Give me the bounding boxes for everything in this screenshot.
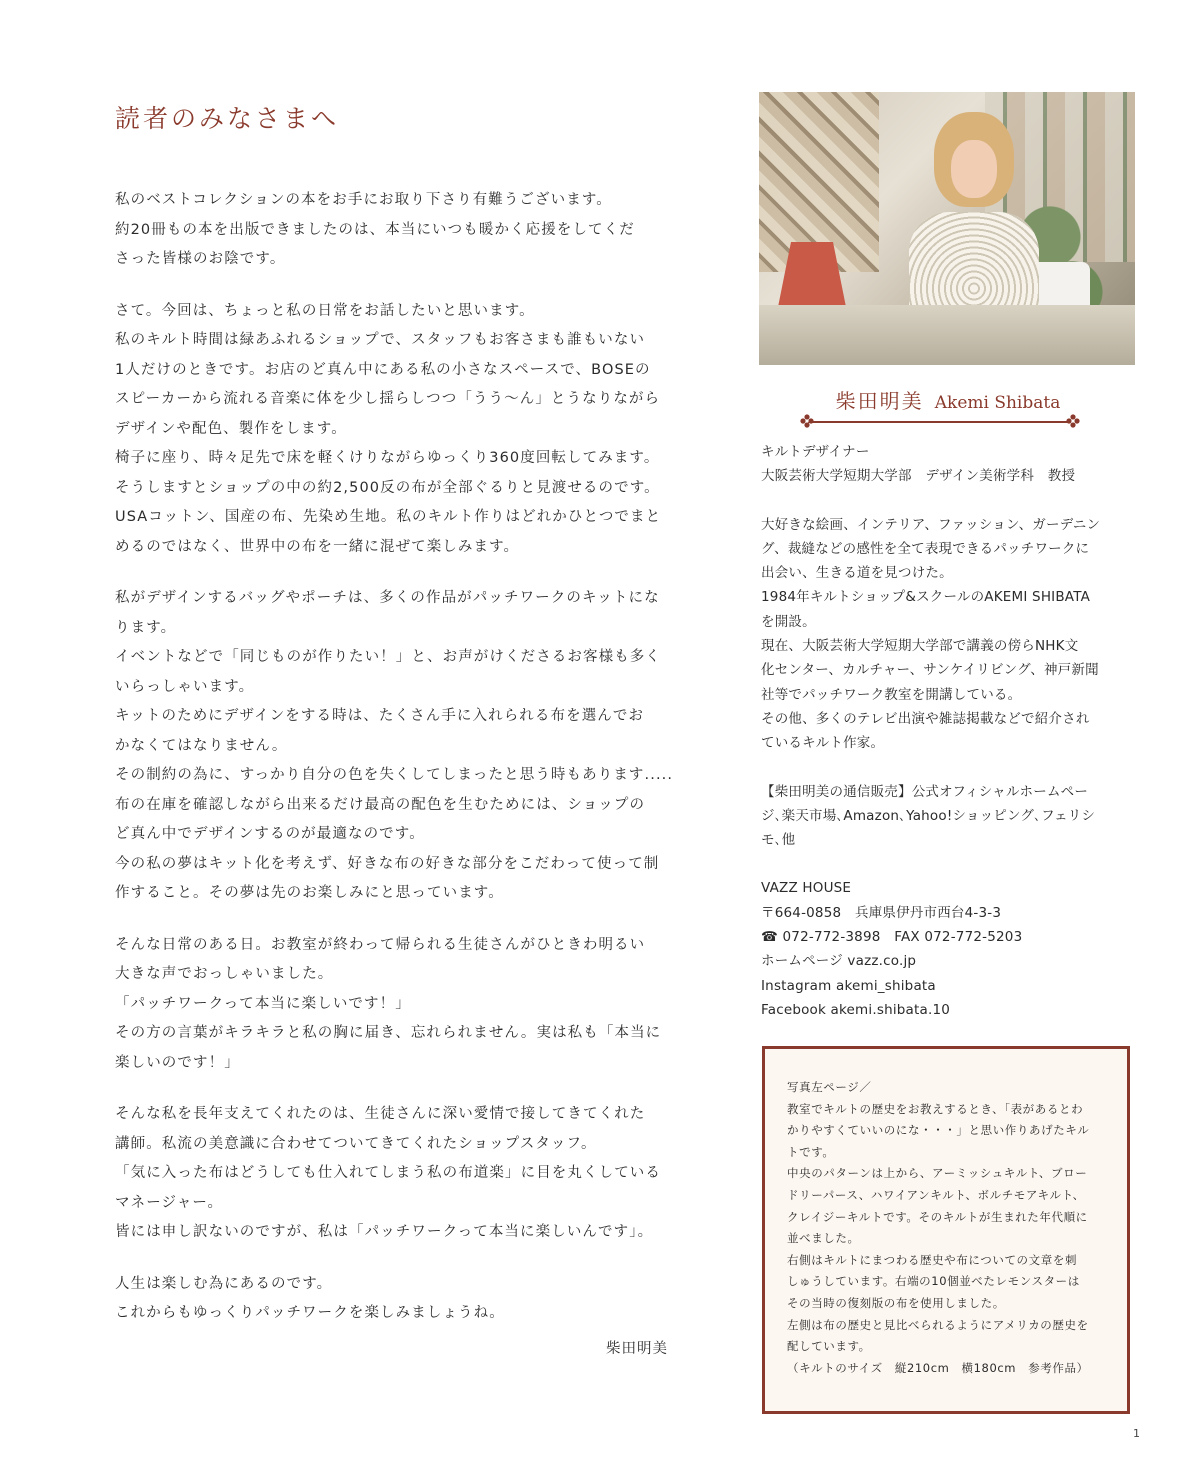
profile-line: モ､他 (761, 832, 796, 849)
letter-line: これからもゆっくりパッチワークを楽しみましょうね。 (115, 1305, 505, 1321)
letter-paragraph (115, 931, 690, 1079)
face (951, 140, 997, 198)
table (759, 305, 1135, 365)
profile-line: ☎ 072-772-3898 FAX 072-772-5203 (761, 929, 1023, 946)
letter-line: 1人だけのときです。お店のど真ん中にある私の小さなスペースで、BOSEの (115, 361, 651, 378)
letter-line: その方の言葉がキラキラと私の胸に届き、忘れられません。実は私も「本当に (115, 1025, 662, 1041)
profile-line: 〒664-0858 兵庫県伊丹市西台4-3-3 (761, 904, 1002, 921)
signature: 柴田明美 (606, 1341, 668, 1357)
letter-body (115, 186, 690, 1329)
letter-line: そんな私を長年支えてくれたのは、生徒さんに深い愛情で接してきてくれた (115, 1106, 646, 1122)
spacer (761, 852, 1141, 876)
letter-line: さった皆様のお陰です。 (115, 251, 286, 267)
profile-line: ているキルト作家。 (761, 735, 885, 752)
profile-line: 大好きな絵画、インテリア、ファッション、ガーデニン (761, 516, 1101, 533)
letter-line: めるのではなく、世界中の布を一緒に混ぜて楽しみます。 (115, 538, 520, 555)
author-photo (759, 92, 1135, 365)
letter-line: 「パッチワークって本当に楽しいです！」 (115, 995, 411, 1012)
caption-line: 右側はキルトにまつわる歴史や布についての文章を刺 (787, 1252, 1078, 1267)
author-name (808, 385, 1088, 414)
profile-line: ホームページ vazz.co.jp (761, 953, 917, 970)
letter-line: かなくてはなりません。 (115, 737, 288, 754)
profile-line: ジ､楽天市場､Amazon､Yahoo!ショッピング､フェリシ (761, 807, 1096, 824)
letter-line: そうしますとショップの中の約2,500反の布が全部ぐるりと見渡せるのです。 (115, 479, 660, 496)
letter-line: イベントなどで「同じものが作りたい！」と、お声がけくださるお客様も多く (115, 649, 661, 665)
letter-line: 私のベストコレクションの本をお手にお取り下さり有難うございます。 (115, 192, 612, 208)
photo-caption-box (762, 1046, 1130, 1414)
name-underline (808, 421, 1070, 423)
letter-line: 今の私の夢はキット化を考えず、好きな布の好きな部分をこだわって使って制 (115, 855, 660, 872)
letter-line: いらっしゃいます。 (115, 678, 255, 695)
letter-line: 人生は楽しむ為にあるのです。 (115, 1275, 333, 1292)
letter-line: そんな日常のある日。お教室が終わって帰られる生徒さんがひときわ明るい (115, 936, 646, 953)
profile-line: 【柴田明美の通信販売】公式オフィシャルホームペー (761, 783, 1089, 800)
flower-ornament-icon (1066, 414, 1080, 428)
profile-line: Instagram akemi_shibata (761, 977, 936, 994)
caption-line: トです。 (787, 1144, 835, 1159)
letter-line: 私のキルト時間は緑あふれるショップで、スタッフもお客さまも誰もいない (115, 332, 646, 348)
caption-line: 配しています。 (787, 1339, 871, 1354)
letter-line: その制約の為に、すっかり自分の色を失くしてしまったと思う時もあります..... (115, 767, 674, 783)
caption-line: 左側は布の歴史と見比べられるようにアメリカの歴史を (787, 1317, 1089, 1332)
caption-line: その当時の復刻版の布を使用しました。 (787, 1295, 1005, 1310)
author-name-en: Akemi Shibata (934, 393, 1061, 413)
caption-line: 並べました。 (787, 1231, 860, 1246)
letter-line: 皆には申し訳ないのですが、私は「パッチワークって本当に楽しいんです」。 (115, 1224, 654, 1240)
profile-section (761, 440, 1141, 1022)
letter-line: 作すること。その夢は先のお楽しみにと思っています。 (115, 885, 504, 901)
page-number: 1 (1133, 1427, 1140, 1440)
author-name-jp: 柴田明美 (835, 389, 924, 413)
profile-line: キルトデザイナー (761, 444, 870, 460)
flower-ornament-icon (800, 414, 814, 428)
letter-title: 読者のみなさまへ (115, 104, 340, 133)
letter-line: 楽しいのです！」 (115, 1054, 240, 1071)
profile-line: VAZZ HOUSE (761, 880, 852, 897)
letter-line: 布の在庫を確認しながら出来るだけ最高の配色を生むためには、ショップの (115, 796, 646, 813)
letter-paragraph (115, 297, 690, 563)
photo-caption (787, 1077, 1089, 1379)
letter-line: 椅子に座り、時々足先で床を軽くけりながらゆっくり360度回転してみます。 (115, 450, 660, 466)
letter-line: 私がデザインするバッグやポーチは、多くの作品がパッチワークのキットにな (115, 590, 660, 606)
letter-section (115, 102, 690, 1351)
caption-line: 教室でキルトの歴史をお教えするとき、「表があるとわ (787, 1101, 1084, 1116)
caption-line: ドリーパース、ハワイアンキルト、ボルチモアキルト、 (787, 1187, 1085, 1202)
letter-paragraph (115, 1270, 690, 1329)
caption-line: 写真左ページ／ (787, 1080, 872, 1094)
profile-line: 大阪芸術大学短期大学部 デザイン美術学科 教授 (761, 468, 1076, 485)
profile-line: その他、多くのテレビ出演や雑誌掲載などで紹介され (761, 710, 1090, 727)
letter-line: デザインや配色、製作をします。 (115, 420, 347, 437)
letter-line: マネージャー。 (115, 1194, 224, 1211)
profile-line: を開設。 (761, 613, 816, 630)
letter-line: 大きな声でおっしゃいました。 (115, 966, 334, 982)
letter-line: USAコットン、国産の布、先染め生地。私のキルト作りはどれかひとつでまと (115, 509, 662, 525)
profile-line: 化センター、カルチャー、サンケイリビング、神戸新聞 (761, 662, 1099, 679)
letter-paragraph (115, 1100, 690, 1248)
letter-line: キットのためにデザインをする時は、たくさん手に入れられる布を選んでお (115, 708, 645, 724)
profile-line: 出会い、生きる道を見つけた。 (761, 565, 953, 582)
letter-paragraph (115, 584, 690, 909)
profile-line: グ、裁縫などの感性を全て表現できるパッチワークに (761, 540, 1090, 557)
letter-line: 約20冊もの本を出版できましたのは、本当にいつも暖かく応援をしてくだ (115, 221, 635, 238)
letter-line: 講師。私流の美意識に合わせてついてきてくれたショップスタッフ。 (115, 1135, 597, 1152)
caption-line: クレイジーキルトです。そのキルトが生まれた年代順に (787, 1209, 1088, 1224)
profile-line: 社等でパッチワーク教室を開講している。 (761, 686, 1022, 703)
letter-paragraph (115, 186, 690, 275)
letter-line: さて。今回は、ちょっと私の日常をお話したいと思います。 (115, 302, 535, 319)
letter-line: ど真ん中でデザインするのが最適なのです。 (115, 826, 425, 842)
caption-line: 中央のパターンは上から、アーミッシュキルト、ブロー (787, 1166, 1088, 1181)
profile-line: Facebook akemi.shibata.10 (761, 1001, 951, 1018)
caption-line: かりやすくていいのにな・・・」と思い作りあげたキル (787, 1123, 1090, 1138)
letter-line: 「気に入った布はどうしても仕入れてしまう私の布道楽」に目を丸くしている (115, 1165, 661, 1181)
spacer (761, 756, 1141, 780)
caption-line: しゅうしています。右端の10個並べたレモンスターは (787, 1274, 1080, 1289)
profile-line: 1984年キルトショップ&スクールのAKEMI SHIBATA (761, 589, 1091, 606)
letter-line: スピーカーから流れる音楽に体を少し揺らしつつ「うう〜ん」とうなりながら (115, 391, 661, 407)
letter-line: ります。 (115, 619, 177, 636)
caption-line: （キルトのサイズ 縦210cm 横180cm 参考作品） (787, 1360, 1089, 1375)
spacer (761, 489, 1141, 513)
profile-line: 現在、大阪芸術大学短期大学部で講義の傍らNHK文 (761, 638, 1079, 655)
